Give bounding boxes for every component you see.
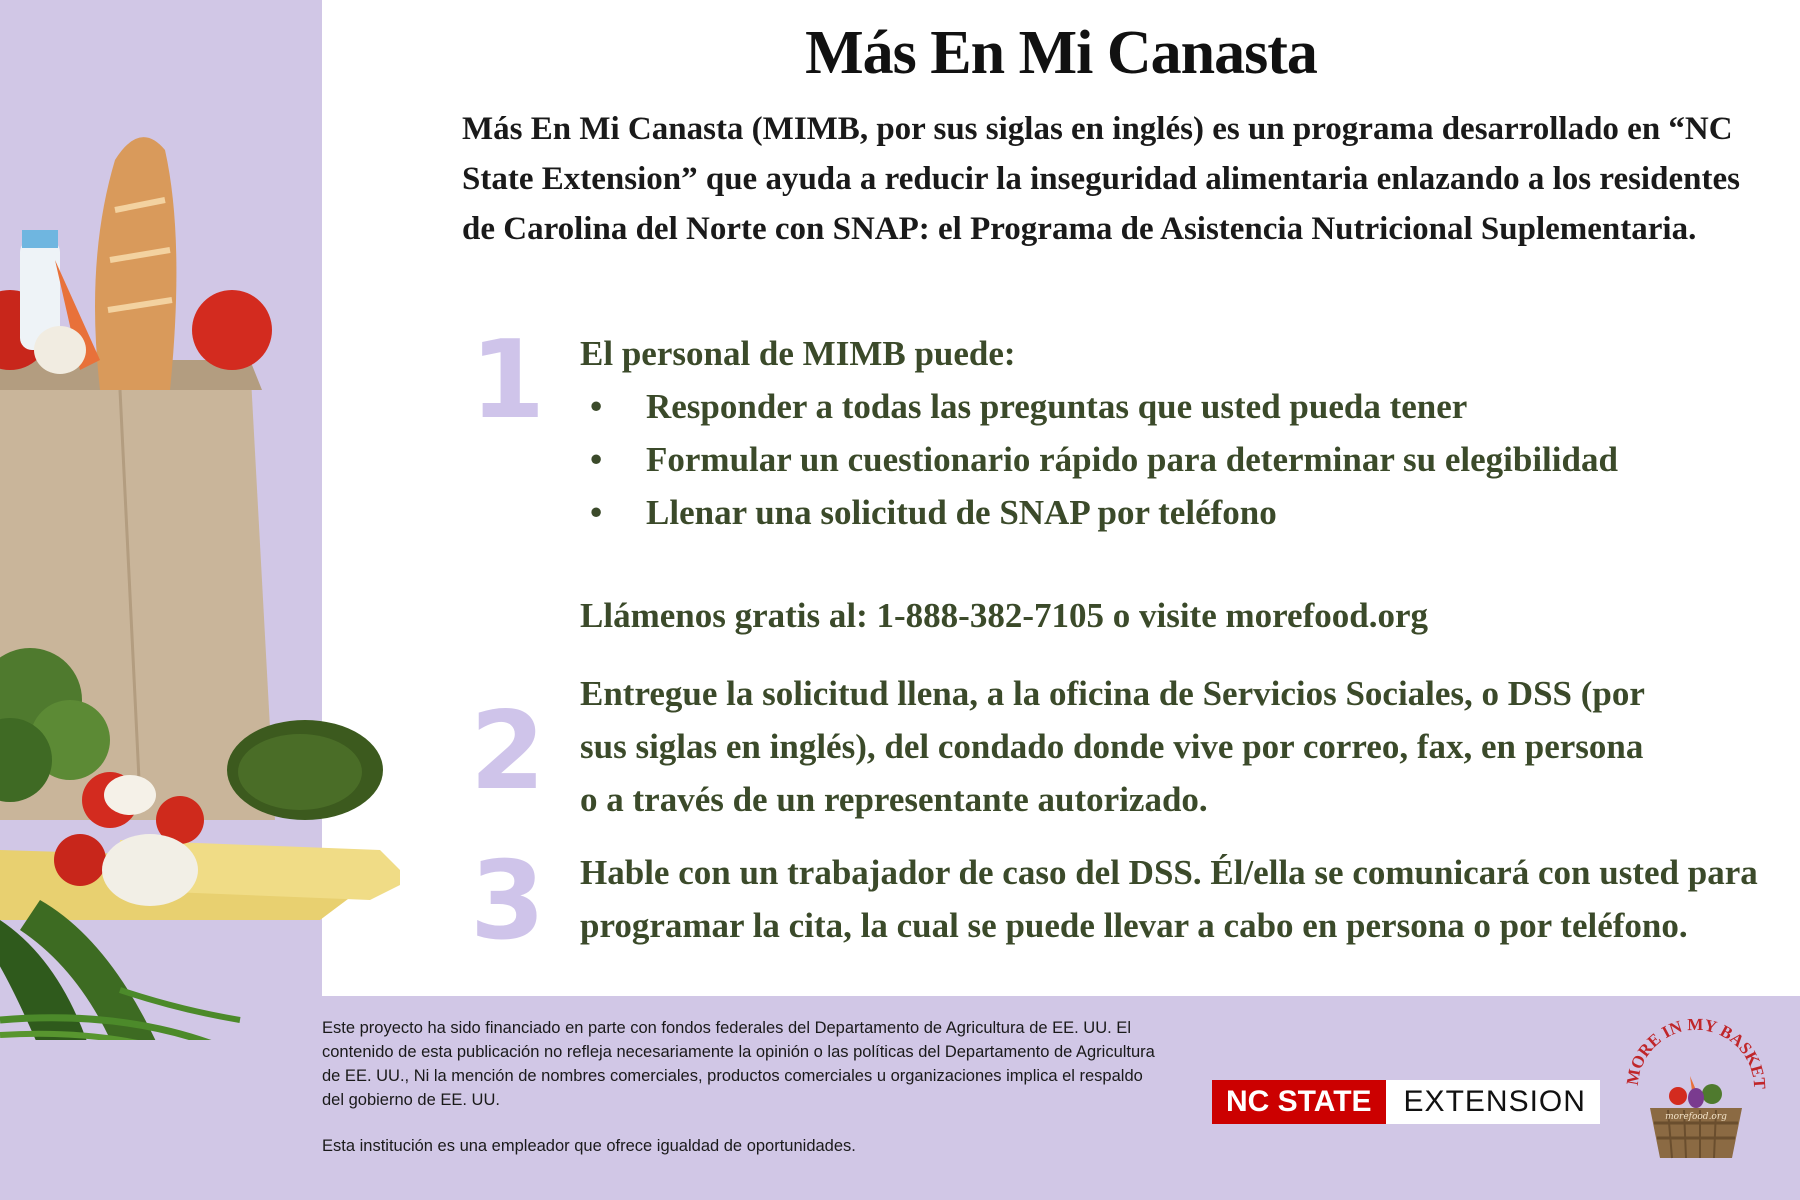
intro-paragraph: Más En Mi Canasta (MIMB, por sus siglas en inglés) es un programa desarrollado en “NC State Extension” que ayuda a reducir la inseguridad alimentaria enlazando a los residentes de Carolina del Norte con SNAP: el Programa de Asistencia Nutricional Suplementaria. xyxy=(462,111,1740,247)
step-1-block xyxy=(580,327,1760,642)
step-3-number: 3 xyxy=(470,839,546,964)
list-item: • Llenar una solicitud de SNAP por teléfono xyxy=(580,486,1760,539)
basket-logo-icon xyxy=(1620,1018,1770,1168)
svg-text:MORE IN MY BASKET: MORE IN MY BASKET xyxy=(1622,1018,1770,1090)
call-line: Llámenos gratis al: 1-888-382-7105 o visite morefood.org xyxy=(580,596,1428,635)
list-item: • Formular un cuestionario rápido para determinar su elegibilidad xyxy=(580,433,1760,486)
list-item: • Responder a todas las preguntas que usted pueda tener xyxy=(580,380,1760,433)
grocery-bag-illustration xyxy=(0,60,400,1040)
step-1-heading: El personal de MIMB puede: xyxy=(580,334,1016,373)
footer-disclaimer xyxy=(322,1016,1162,1158)
equal-opportunity-statement: Esta institución es una empleador que ofrece igualdad de oportunidades. xyxy=(322,1137,856,1155)
step-3-text: Hable con un trabajador de caso del DSS. Él/ella se comunicará con usted para programar la cita, la cual se puede llevar a cabo en persona o por teléfono. xyxy=(580,853,1758,945)
funding-statement: Este proyecto ha sido financiado en parte con fondos federales del Departamento de Agricultura de EE. UU. El contenido de esta publicación no refleja necesariamente la opinión o las políticas del Departamento de Agricultura de EE. UU., Ni la mención de nombres comerciales, productos comerciales u organizaciones implica el respaldo del gobierno de EE. UU. xyxy=(322,1019,1155,1109)
page-title: Más En Mi Canasta xyxy=(805,19,1317,87)
basket-logo-url: morefood.org xyxy=(1665,1112,1727,1122)
step-1-number: 1 xyxy=(470,318,546,443)
extension-logo-text: EXTENSION xyxy=(1386,1080,1600,1124)
step-2-number: 2 xyxy=(470,689,546,814)
ncstate-logo-text: NC STATE xyxy=(1212,1080,1386,1124)
step-1-bullet-list xyxy=(580,380,1760,539)
step-2-text: Entregue la solicitud llena, a la oficina de Servicios Sociales, o DSS (por sus siglas en inglés), del condado donde vive por correo, fax, en persona o a través de un representante autorizado. xyxy=(580,674,1645,819)
ncstate-extension-logo xyxy=(1212,1080,1600,1124)
